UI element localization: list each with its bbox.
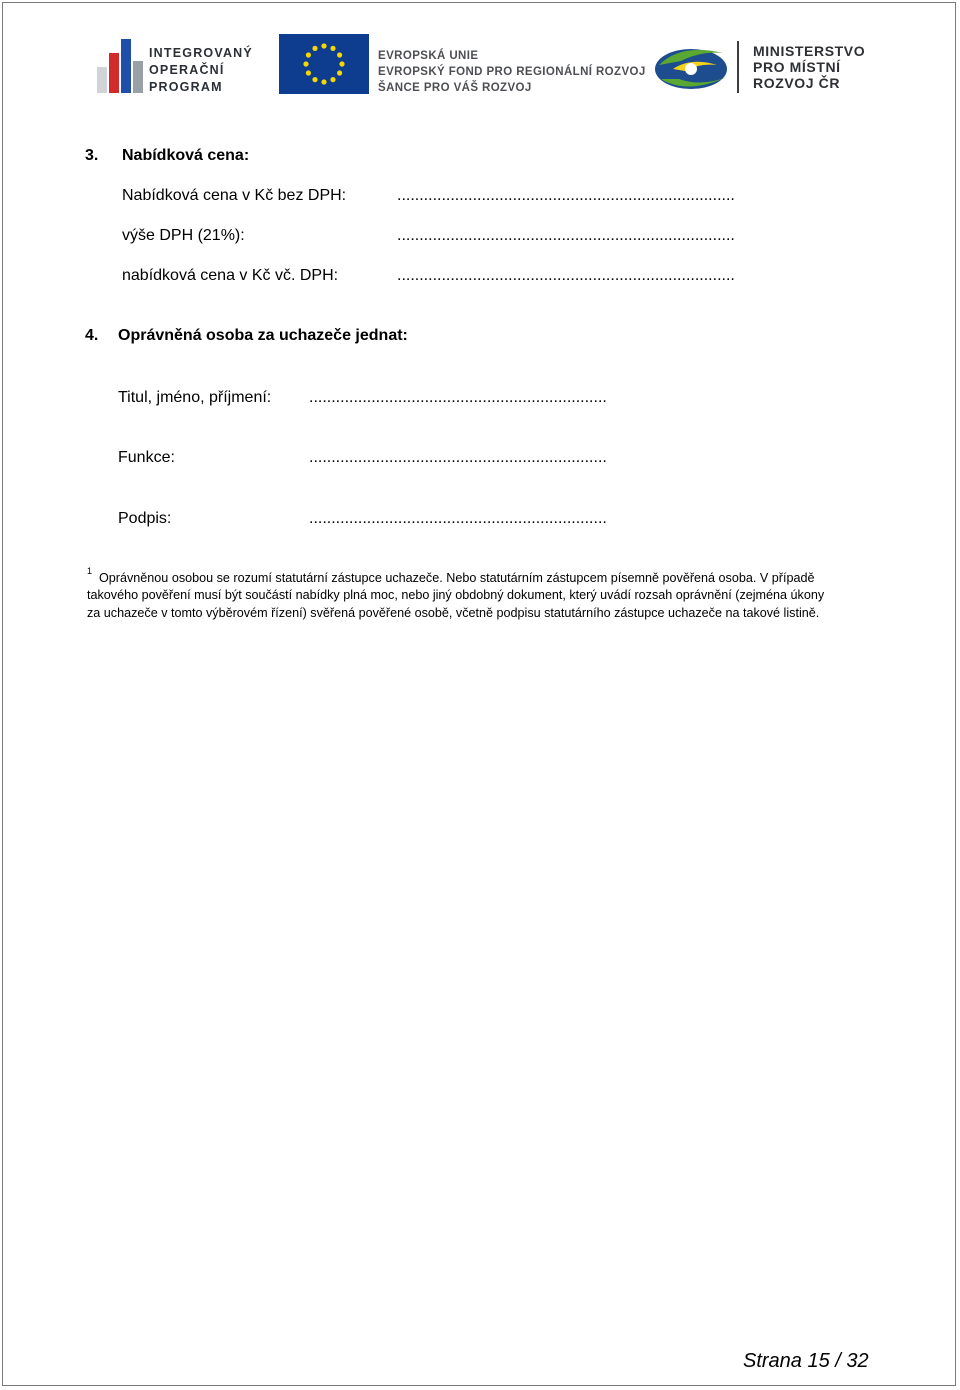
function-field[interactable]: ................................................................... <box>309 449 607 466</box>
price-without-vat-field[interactable]: ............................................................................ <box>397 187 735 204</box>
mmr-logo-separator <box>737 41 739 93</box>
function-label: Funkce: <box>118 449 175 466</box>
price-with-vat-field[interactable]: ............................................................................ <box>397 267 735 284</box>
iop-logo-bar <box>133 61 143 93</box>
document-page <box>2 2 956 1386</box>
footnote <box>87 570 911 622</box>
footnote-line: za uchazeče v tomto výběrovém řízení) svěřená pověřené osobě, včetně podpisu statutárního zástupce uchazeče na takové listině. <box>87 605 820 620</box>
price-without-vat-label: Nabídková cena v Kč bez DPH: <box>122 187 347 204</box>
eu-flag-icon <box>279 34 369 94</box>
eu-logo-text: EVROPSKÁ UNIE EVROPSKÝ FOND PRO REGIONÁLNÍ ROZVOJ ŠANCE PRO VÁŠ ROZVOJ <box>378 50 646 94</box>
price-with-vat-label: nabídková cena v Kč vč. DPH: <box>122 267 339 284</box>
footnote-line: takového pověření musí být součástí nabídky plná moc, nebo jiný obdobný dokument, který uvádí rozsah oprávnění (zejména úkony <box>87 588 825 603</box>
iop-logo-bar <box>109 53 119 93</box>
authorized-name-field[interactable]: ................................................................... <box>309 389 607 406</box>
vat-amount-field[interactable]: ............................................................................ <box>397 227 735 244</box>
signature-field[interactable]: ................................................................... <box>309 510 607 527</box>
page-number: Strana 15 / 32 <box>743 1350 869 1372</box>
vat-amount-label: výše DPH (21%): <box>122 227 245 244</box>
footnote-marker: 1 <box>87 566 93 576</box>
mmr-logo-text: MINISTERSTVO PRO MÍSTNÍ ROZVOJ ČR <box>753 43 866 91</box>
mmr-emblem-icon <box>651 39 733 95</box>
iop-logo-bar <box>97 67 107 93</box>
section-4-title: Oprávněná osoba za uchazeče jednat: <box>118 327 408 344</box>
section-4-number: 4. <box>85 327 99 344</box>
iop-logo <box>97 33 257 95</box>
iop-logo-text: INTEGROVANÝ OPERAČNÍ PROGRAM <box>149 46 253 94</box>
mmr-logo <box>651 39 891 97</box>
footnote-line: Oprávněnou osobou se rozumí statutární zástupce uchazeče. Nebo statutárním zástupcem písemně pověřená osoba. V případě <box>99 571 815 585</box>
section-3-number: 3. <box>85 147 99 164</box>
authorized-name-label: Titul, jméno, příjmení: <box>118 389 272 406</box>
iop-logo-bar <box>121 39 131 93</box>
section-3-title: Nabídková cena: <box>122 147 250 164</box>
eu-logo <box>279 34 646 96</box>
signature-label: Podpis: <box>118 510 172 527</box>
